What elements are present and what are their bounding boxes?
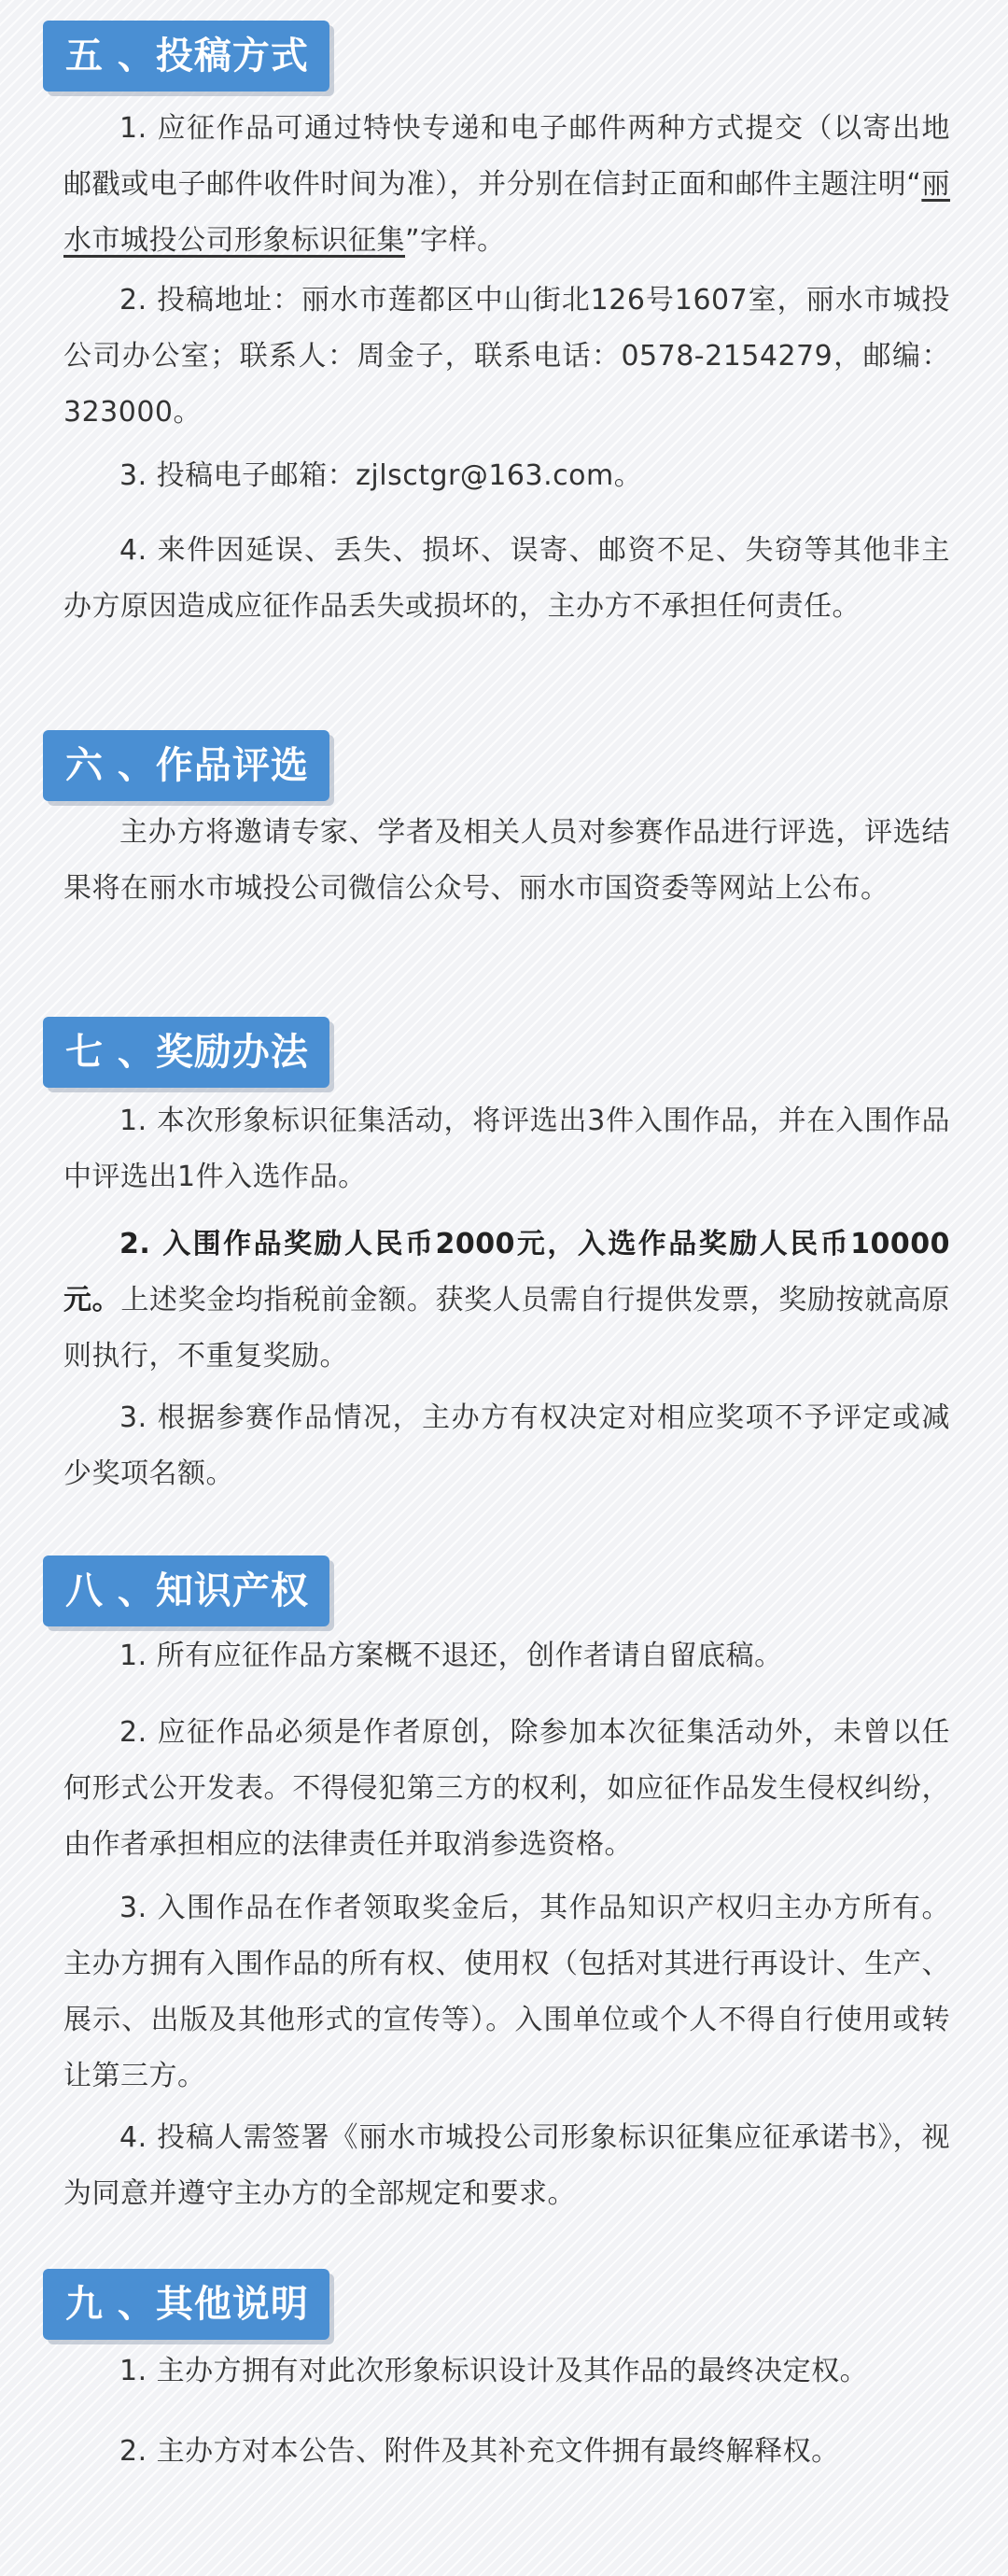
- paragraph: 3. 根据参赛作品情况，主办方有权决定对相应奖项不予评定或减少奖项名额。: [63, 1401, 950, 1490]
- paragraph: 2. 应征作品必须是作者原创，除参加本次征集活动外，未曾以任何形式公开发表。不得侵犯第三方的权利，如应征作品发生侵权纠纷，由作者承担相应的法律责任并取消参选资格。: [63, 1716, 950, 1861]
- section-heading: 五 、投稿方式: [43, 21, 329, 91]
- paragraph: [63, 101, 950, 269]
- paragraph: 1. 主办方拥有对此次形象标识设计及其作品的最终决定权。: [119, 2355, 869, 2387]
- paragraph: 2. 投稿地址：丽水市莲都区中山街北126号1607室，丽水市城投公司办公室；联系人：周金子，联系电话：0578-2154279，邮编：323000。: [63, 284, 950, 429]
- paragraph-text: 1. 应征作品可通过特快专递和电子邮件两种方式提交（以寄出地邮戳或电子邮件收件时间为准），并分别在信封正面和邮件主题注明“: [63, 112, 950, 201]
- paragraph: 3. 入围作品在作者领取奖金后，其作品知识产权归主办方所有。主办方拥有入围作品的所有权、使用权（包括对其进行再设计、生产、展示、出版及其他形式的宣传等）。入围单位或个人不得自行使用或转让第三方。: [63, 1892, 950, 2092]
- paragraph: 2. 主办方对本公告、附件及其补充文件拥有最终解释权。: [119, 2435, 840, 2468]
- paragraph: 1. 本次形象标识征集活动，将评选出3件入围作品，并在入围作品中评选出1件入选作品。: [63, 1105, 950, 1193]
- section-heading: 六 、作品评选: [43, 730, 329, 801]
- paragraph: 3. 投稿电子邮箱：zjlsctgr@163.com。: [119, 459, 643, 492]
- paragraph: [63, 1217, 950, 1385]
- paragraph-text: ”字样。: [405, 224, 506, 257]
- section-heading: 九 、其他说明: [43, 2269, 329, 2340]
- section-heading: 七 、奖励办法: [43, 1017, 329, 1088]
- paragraph-text: 上述奖金均指税前金额。获奖人员需自行提供发票，奖励按就高原则执行，不重复奖励。: [63, 1284, 951, 1372]
- paragraph: 1. 所有应征作品方案概不退还，创作者请自留底稿。: [119, 1640, 783, 1672]
- emphasis-text: 2. 入围作品奖励人民币2000元，入选作品奖励人民币10000元。: [63, 1228, 950, 1316]
- underlined-text: 丽水市城投公司形象标识征集: [63, 168, 951, 257]
- paragraph: 4. 来件因延误、丢失、损坏、误寄、邮资不足、失窃等其他非主办方原因造成应征作品丢失或损坏的，主办方不承担任何责任。: [63, 534, 950, 623]
- paragraph: 主办方将邀请专家、学者及相关人员对参赛作品进行评选，评选结果将在丽水市城投公司微信公众号、丽水市国资委等网站上公布。: [63, 816, 950, 905]
- paragraph: 4. 投稿人需签署《丽水市城投公司形象标识征集应征承诺书》，视为同意并遵守主办方的全部规定和要求。: [63, 2121, 950, 2210]
- section-heading: 八 、知识产权: [43, 1555, 329, 1626]
